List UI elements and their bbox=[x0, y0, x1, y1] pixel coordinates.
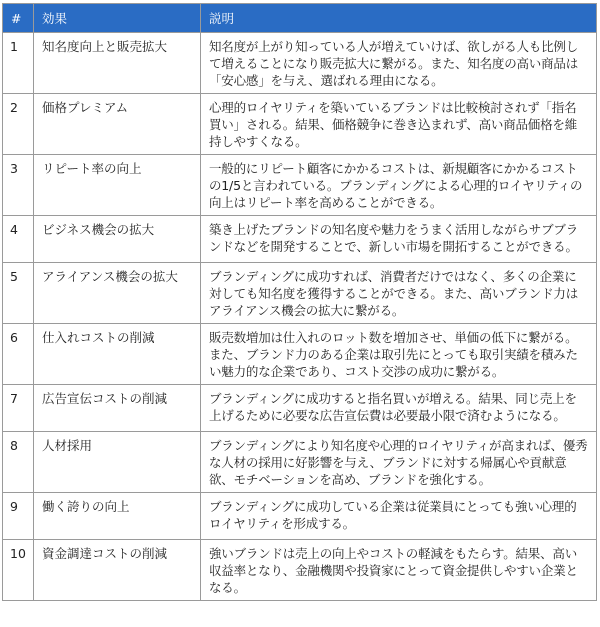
row-effect: 働く誇りの向上 bbox=[34, 493, 201, 540]
table-header bbox=[3, 4, 597, 33]
table-row bbox=[3, 493, 597, 540]
row-desc: 築き上げたブランドの知名度や魅力をうまく活用しながらサブブランドなどを開発することで、新しい市場を開拓することができる。 bbox=[201, 216, 597, 263]
row-desc: 知名度が上がり知っている人が増えていけば、欲しがる人も比例して増えることになり販売拡大に繋がる。また、知名度の高い商品は「安心感」を与え、選ばれる理由になる。 bbox=[201, 33, 597, 94]
branding-effects-table bbox=[2, 3, 597, 601]
table-row bbox=[3, 155, 597, 216]
row-effect: リピート率の向上 bbox=[34, 155, 201, 216]
header-effect: 効果 bbox=[34, 4, 201, 33]
header-row bbox=[3, 4, 597, 33]
row-desc: ブランディングにより知名度や心理的ロイヤリティが高まれば、優秀な人材の採用に好影響を与え、ブランドに対する帰属心や貢献意欲、モチベーションを高め、ブランドを強化する。 bbox=[201, 432, 597, 493]
row-effect: 広告宣伝コストの削減 bbox=[34, 385, 201, 432]
row-num: 1 bbox=[3, 33, 34, 94]
table-body bbox=[3, 33, 597, 601]
row-num: 4 bbox=[3, 216, 34, 263]
row-effect: 知名度向上と販売拡大 bbox=[34, 33, 201, 94]
row-desc: 一般的にリピート顧客にかかるコストは、新規顧客にかかるコストの1/5と言われている。ブランディングによる心理的ロイヤリティの向上はリピート率を高めることができる。 bbox=[201, 155, 597, 216]
header-desc: 説明 bbox=[201, 4, 597, 33]
row-desc: 強いブランドは売上の向上やコストの軽減をもたらす。結果、高い収益率となり、金融機関や投資家にとって資金提供しやすい企業となる。 bbox=[201, 540, 597, 601]
row-num: 7 bbox=[3, 385, 34, 432]
table-row bbox=[3, 216, 597, 263]
row-effect: 仕入れコストの削減 bbox=[34, 324, 201, 385]
row-desc: 心理的ロイヤリティを築いているブランドは比較検討されず「指名買い」される。結果、価格競争に巻き込まれず、高い商品価格を維持しやすくなる。 bbox=[201, 94, 597, 155]
row-num: 8 bbox=[3, 432, 34, 493]
row-desc: ブランディングに成功すれば、消費者だけではなく、多くの企業に対しても知名度を獲得することができる。また、高いブランド力はアライアンス機会の拡大に繋がる。 bbox=[201, 263, 597, 324]
row-desc: 販売数増加は仕入れのロット数を増加させ、単価の低下に繋がる。また、ブランド力のある企業は取引先にとっても取引実績を積みたい魅力的な企業であり、コスト交渉の成功に繋がる。 bbox=[201, 324, 597, 385]
row-num: 2 bbox=[3, 94, 34, 155]
row-desc: ブランディングに成功すると指名買いが増える。結果、同じ売上を上げるために必要な広告宣伝費は必要最小限で済むようになる。 bbox=[201, 385, 597, 432]
row-effect: 人材採用 bbox=[34, 432, 201, 493]
row-num: 9 bbox=[3, 493, 34, 540]
row-desc: ブランディングに成功している企業は従業員にとっても強い心理的ロイヤリティを形成する。 bbox=[201, 493, 597, 540]
row-effect: ビジネス機会の拡大 bbox=[34, 216, 201, 263]
row-num: 3 bbox=[3, 155, 34, 216]
row-effect: 価格プレミアム bbox=[34, 94, 201, 155]
table-row bbox=[3, 94, 597, 155]
table-row bbox=[3, 540, 597, 601]
table-row bbox=[3, 263, 597, 324]
table-row bbox=[3, 324, 597, 385]
table-row bbox=[3, 385, 597, 432]
row-effect: 資金調達コストの削減 bbox=[34, 540, 201, 601]
row-num: 6 bbox=[3, 324, 34, 385]
row-num: 5 bbox=[3, 263, 34, 324]
header-num: # bbox=[3, 4, 34, 33]
row-effect: アライアンス機会の拡大 bbox=[34, 263, 201, 324]
table-row bbox=[3, 33, 597, 94]
table-row bbox=[3, 432, 597, 493]
row-num: 10 bbox=[3, 540, 34, 601]
